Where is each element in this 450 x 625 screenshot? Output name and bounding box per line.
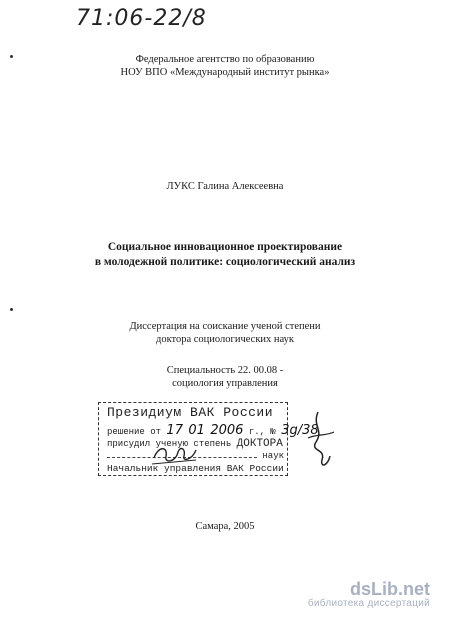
site-watermark: [308, 580, 430, 610]
scan-mark: [10, 308, 13, 311]
stamp-head-title: Начальник управления ВАК России: [107, 463, 284, 474]
specialty-block: [0, 364, 450, 390]
watermark-logo: dsLib.net: [350, 579, 430, 599]
stamp-date-prefix: решение от: [107, 427, 162, 437]
organization-header: [0, 53, 450, 79]
degree-line-2: доктора социологических наук: [155, 334, 295, 345]
title-line-2: в молодежной политике: социологический анализ: [94, 256, 356, 268]
specialty-name: социология управления: [172, 378, 278, 389]
stamp-degree-value: ДОКТОРА: [236, 438, 283, 450]
place-year: Самара, 2005: [195, 521, 255, 532]
stamp-sign-suffix: наук: [262, 451, 285, 461]
stamp-date-month: 01: [188, 423, 205, 438]
watermark-subtitle: библиотека диссертаций: [307, 598, 430, 609]
agency-name: Федеральное агентство по образованию: [135, 54, 315, 65]
stamp-number-prefix: г., №: [248, 427, 276, 437]
stamp-degree-prefix: присудил ученую степень: [107, 439, 232, 449]
stamp-decision-line: [107, 423, 319, 438]
stamp-decision-number: 3g/38: [281, 423, 319, 438]
title-line-1: Социальное инновационное проектирование: [107, 241, 343, 253]
specialty-code: Специальность 22. 00.08 -: [166, 365, 284, 376]
degree-line-1: Диссертация на соискание ученой степени: [129, 321, 321, 332]
stamp-date-year: 2006: [210, 423, 244, 438]
signature-mark: [150, 440, 200, 468]
stamp-title: Президиум ВАК России: [107, 405, 274, 420]
dissertation-title: [0, 240, 450, 270]
degree-statement: [0, 320, 450, 346]
archive-number: 71:06-22/8: [76, 6, 207, 31]
scan-mark: [10, 55, 13, 58]
handwritten-signature: [300, 408, 340, 478]
author-name: ЛУКС Галина Алексеевна: [166, 181, 284, 192]
institute-name: НОУ ВПО «Международный институт рынка»: [120, 67, 330, 78]
stamp-date-day: 17: [166, 423, 183, 438]
